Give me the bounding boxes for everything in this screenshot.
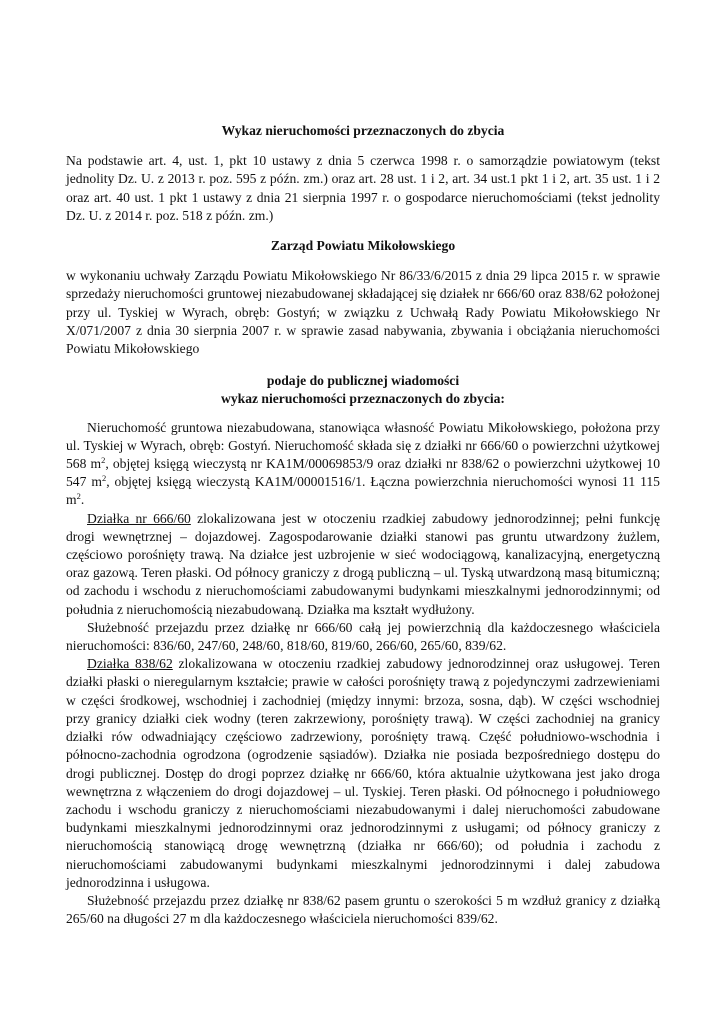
- legal-basis-paragraph: Na podstawie art. 4, ust. 1, pkt 10 ustawy z dnia 5 czerwca 1998 r. o samorządzie powiatowym (tekst jednolity Dz. U. z 2013 r. poz. 595 z późn. zm.) oraz art. 28 ust. 1 i 2, art. 34 ust.1 pkt 1 i 2, art. 35 ust. 1 i 2 oraz art. 40 ust. 1 pkt 1 ustawy z dnia 21 sierpnia 1997 r. o gospodarce nieruchomościami (tekst jednolity Dz. U. z 2014 r. poz. 518 z późn. zm.): [66, 153, 660, 223]
- property-description-text-4: .: [80, 492, 85, 508]
- easement-666-60-paragraph: Służebność przejazdu przez działkę nr 666/60 całą jej powierzchnią dla każdoczesnego właściciela nieruchomości: 836/60, 247/60, 248/60, 818/60, 819/60, 266/60, 265/60, 839/62.: [66, 619, 660, 654]
- property-description-text-3: , objętej księgą wieczystą KA1M/00001516/1. Łączna powierzchnia nieruchomości wynosi 11 115 m: [66, 474, 660, 508]
- easement-838-62-paragraph: Służebność przejazdu przez działkę nr 838/62 pasem gruntu o szerokości 5 m wzdłuż granicy z działką 265/60 na długości 27 m dla każdoczesnego właściciela nieruchomości 839/62.: [66, 892, 660, 927]
- announcement-heading: [66, 372, 660, 408]
- announcement-line-2: wykaz nieruchomości przeznaczonych do zbycia:: [221, 391, 505, 407]
- property-description-paragraph: [66, 419, 660, 510]
- area-unit-superscript-1: 2: [101, 455, 106, 466]
- document-page: [66, 122, 660, 928]
- plot-666-60-label: Działka nr 666/60: [87, 510, 191, 526]
- plot-666-60-text: zlokalizowana jest w otoczeniu rzadkiej zabudowy jednorodzinnej; pełni funkcję drogi wewnętrznej – dojazdowej. Zagospodarowanie działki stanowi pas gruntu utwardzony żużlem, częściowo porośnięty trawą. Na działce jest uzbrojenie w sieć wodociągową, kanalizacyjną, energetyczną oraz gazową. Teren płaski. Od północy graniczy z drogą publiczną – ul. Tyską utwardzoną masą bitumiczną; od zachodu i wschodu z nieruchomościami zabudowanymi budynkami mieszkalnymi jednorodzinnymi; od południa z nieruchomością niezabudowaną. Działka ma kształt wydłużony.: [66, 510, 660, 617]
- property-description-text-1: Nieruchomość gruntowa niezabudowana, stanowiąca własność Powiatu Mikołowskiego, położona przy ul. Tyskiej w Wyrach, obręb: Gostyń. Nieruchomość składa się z działki nr 666/60 o powierzchni użytkowej 568 m: [66, 419, 660, 472]
- area-unit-superscript-2: 2: [101, 473, 107, 484]
- plot-838-62-label: Działka 838/62: [87, 656, 173, 672]
- area-unit-superscript-3: 2: [76, 491, 81, 502]
- plot-838-62-paragraph: [66, 655, 660, 892]
- plot-666-60-paragraph: [66, 510, 660, 619]
- announcement-line-1: podaje do publicznej wiadomości: [266, 373, 460, 389]
- plot-838-62-text: zlokalizowana w otoczeniu rzadkiej zabudowy jednorodzinnej oraz usługowej. Teren działki płaski o nieregularnym kształcie; prawie w całości porośnięty trawą z pojedynczymi zadrzewieniami w części środkowej, wschodniej i zachodniej (między innymi: brzoza, sosna, dąb). W części wschodniej przy granicy działki ciek wodny (teren zakrzewiony, porośnięty trawą). W części zachodniej na granicy działki rów odwadniający częściowo zadrzewiony, porośnięty trawą. Część południowo-wschodnia i północno-zachodnia ogrodzona (ogrodzenie sąsiadów). Działka nie posiada bezpośredniego dostępu do drogi publicznej. Dostęp do drogi poprzez działkę nr 666/60, która aktualnie użytkowana jest jako droga wewnętrzna z włączeniem do drogi dojazdowej – ul. Tyskiej. Teren płaski. Od północnego i południowego zachodu i wschodu graniczy z nieruchomościami niezabudowanymi i dalej nieruchomości zabudowane budynkami mieszkalnymi jednorodzinnymi oraz jednorodzinnymi z usługami; od północy graniczy z nieruchomością stanowiącą drogę wewnętrzną (działka nr 666/60); od południa i zachodu z nieruchomościami zabudowanymi budynkami mieszkalnymi jednorodzinnymi i dalej zabudowa jednorodzinna i usługowa.: [66, 656, 660, 890]
- property-description-text-2: , objętej księgą wieczystą nr KA1M/00069853/9 oraz działki nr 838/62 o powierzchni użytkowej 10 547 m: [66, 456, 661, 490]
- resolution-paragraph: w wykonaniu uchwały Zarządu Powiatu Mikołowskiego Nr 86/33/6/2015 z dnia 29 lipca 2015 r. w sprawie sprzedaży nieruchomości gruntowej niezabudowanej składającej się działek nr 666/60 oraz 838/62 położonej przy ul. Tyskiej w Wyrach, obręb: Gostyń; w związku z Uchwałą Rady Powiatu Mikołowskiego Nr X/071/2007 z dnia 30 sierpnia 2007 r. w sprawie zasad nabywania, zbywania i obciążania nieruchomości Powiatu Mikołowskiego: [66, 268, 660, 357]
- authority-heading: Zarząd Powiatu Mikołowskiego: [270, 238, 456, 254]
- document-title: Wykaz nieruchomości przeznaczonych do zbycia: [221, 123, 505, 138]
